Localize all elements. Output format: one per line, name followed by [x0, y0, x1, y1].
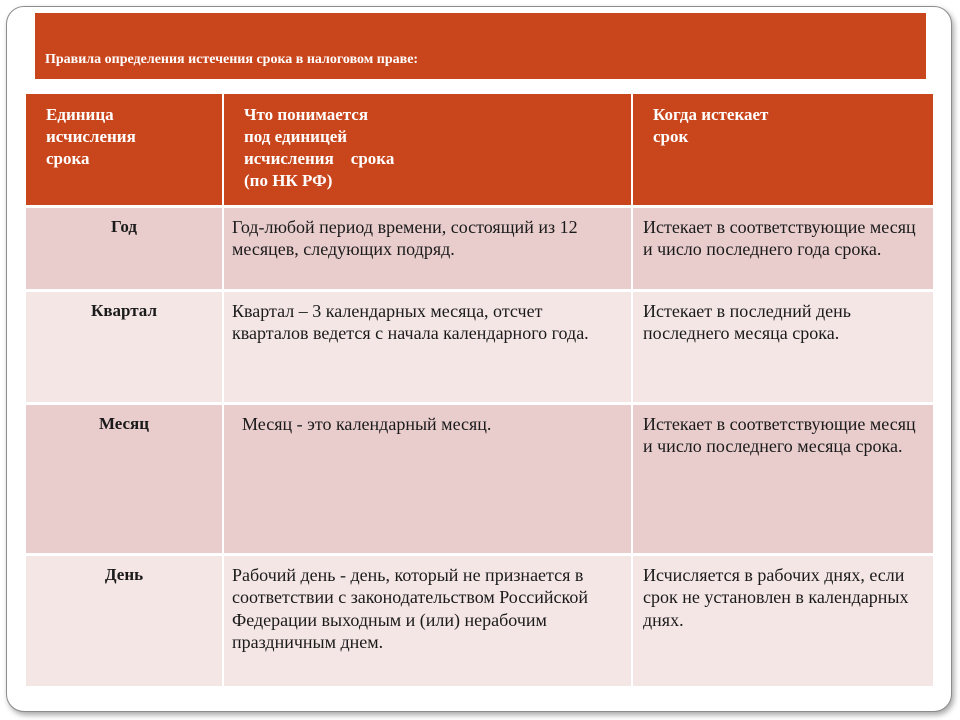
header-unit [26, 94, 223, 206]
cell-expiry: Исчисляется в рабочих днях, если срок не установлен в календарных днях. [632, 554, 933, 686]
header-expiry-line: Когда истекает [653, 105, 769, 124]
table-row [26, 206, 933, 290]
header-expiry [632, 94, 933, 206]
header-expiry-line: срок [653, 127, 689, 146]
cell-expiry: Истекает в соответствующие месяц и число последнего месяца срока. [632, 403, 933, 554]
table-header-row [26, 94, 933, 206]
header-meaning-line: (по НК РФ) [244, 171, 333, 190]
header-unit-line: Единица [46, 105, 114, 124]
cell-unit: Месяц [26, 403, 223, 554]
header-unit-line: срока [46, 149, 90, 168]
cell-unit: Квартал [26, 290, 223, 403]
cell-meaning: Год-любой период времени, состоящий из 12 месяцев, следующих подряд. [223, 206, 632, 290]
cell-unit: День [26, 554, 223, 686]
cell-expiry: Истекает в соответствующие месяц и число последнего года срока. [632, 206, 933, 290]
header-meaning [223, 94, 632, 206]
cell-expiry: Истекает в последний день последнего месяца срока. [632, 290, 933, 403]
table-row [26, 290, 933, 403]
table-row [26, 403, 933, 554]
title-bar [35, 13, 926, 79]
cell-meaning: Квартал – 3 календарных месяца, отсчет кварталов ведется с начала календарного года. [223, 290, 632, 403]
header-meaning-line: под единицей [244, 127, 348, 146]
cell-unit: Год [26, 206, 223, 290]
slide-title: Правила определения истечения срока в налоговом праве: [45, 52, 419, 67]
table-row [26, 554, 933, 686]
cell-meaning: Месяц - это календарный месяц. [223, 403, 632, 554]
header-meaning-line: исчисления срока [244, 149, 395, 168]
tax-term-table [26, 94, 933, 686]
cell-meaning: Рабочий день - день, который не признается в соответствии с законодательством Российской Федерации выходным и (или) нерабочим праздничным днем. [223, 554, 632, 686]
header-unit-line: исчисления [46, 127, 136, 146]
header-meaning-line: Что понимается [244, 105, 369, 124]
